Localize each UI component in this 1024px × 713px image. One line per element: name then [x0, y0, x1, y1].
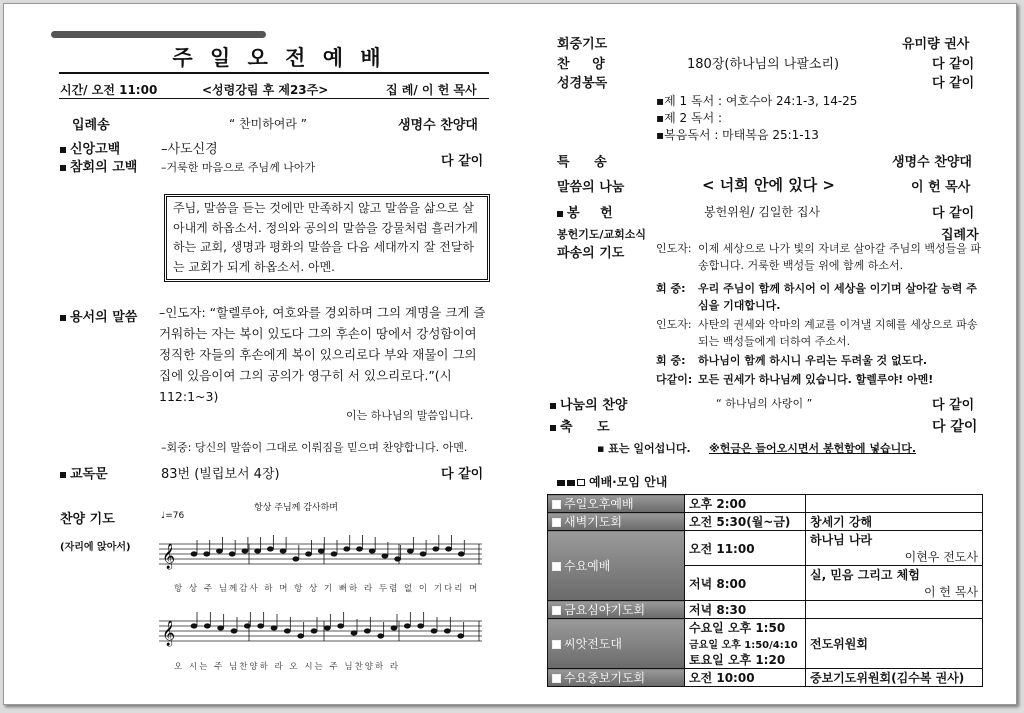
- music-note: [318, 549, 324, 553]
- music-note: [267, 547, 273, 551]
- music-note: [231, 629, 237, 633]
- sending-response-who-3: 인도자:: [656, 318, 692, 331]
- assurance-label-text: 용서의 말씀: [70, 310, 138, 325]
- music-note: [229, 552, 235, 556]
- sermon-by: 이 헌 목사: [911, 180, 971, 195]
- schedule-name: 수요예배: [548, 531, 685, 601]
- footnote-stand: ▪ 표는 일어섭니다.: [597, 442, 691, 455]
- schedule-time: 저녁 8:30: [685, 601, 806, 619]
- schedule-note: 전도위원회: [806, 619, 983, 669]
- stand-marker-icon: [60, 165, 66, 171]
- music-note: [293, 557, 299, 561]
- sharing-song-label: [550, 394, 627, 413]
- stand-marker-icon: [550, 425, 556, 431]
- music-note: [407, 549, 413, 553]
- music-note: [244, 624, 250, 628]
- schedule-time: 저녁 8:00: [685, 566, 806, 601]
- sharing-song-label-text: 나눔의 찬양: [560, 398, 628, 413]
- offering-label-text: 봉 헌: [567, 206, 613, 221]
- music-lyrics-2: 오 시는 주 님찬양하 라 오 시는 주 님찬양하 라: [174, 662, 401, 672]
- hymn-label: 찬 양: [557, 57, 605, 72]
- table-row: [548, 531, 983, 566]
- music-note: [433, 547, 439, 551]
- creed-value: –사도신경: [161, 142, 218, 157]
- offering-prayer-label: 봉헌기도/교회소식: [557, 228, 647, 241]
- sending-response-who-2: 회 중:: [656, 282, 686, 295]
- schedule-note: 중보기도위원회(김수복 권사): [806, 669, 983, 687]
- music-note: [356, 547, 362, 551]
- benediction-label-text: 축 도: [560, 420, 610, 435]
- responsive-reading-value: 83번 (빌립보서 4장): [161, 467, 280, 482]
- offering-committee: 봉헌위원/ 김일한 집사: [704, 205, 821, 219]
- music-note: [191, 624, 197, 628]
- reading-2: ▪제 2 독서 :: [656, 111, 723, 125]
- treble-clef-icon: 𝄞: [162, 621, 176, 646]
- schedule-time: 수요일 오후 1:50 금요일 오후 1:50/4:10 토요일 오후 1:20: [685, 619, 806, 669]
- officiant: 집 례/ 이 헌 목사: [386, 83, 477, 97]
- stand-marker-icon: [60, 472, 66, 478]
- sharing-song-title: “ 하나님의 사랑이 ”: [716, 397, 813, 410]
- congregational-prayer-label: 회중기도: [557, 37, 608, 52]
- schedule-table: [547, 494, 983, 687]
- benediction-by: 다 같이: [932, 419, 978, 435]
- sermon-label: 말씀의 나눔: [557, 180, 625, 195]
- praise-prayer-note: (자리에 앉아서): [60, 542, 131, 553]
- music-note: [431, 629, 437, 633]
- music-note: [420, 552, 426, 556]
- stand-marker-icon: [557, 211, 563, 217]
- divider: [59, 72, 489, 74]
- schedule-name: 수요중보기도회: [548, 669, 685, 687]
- confession-value: –거룩한 마음으로 주님께 나아가: [161, 161, 316, 174]
- schedule-heading: [557, 473, 667, 490]
- music-note: [258, 624, 264, 628]
- music-note: [242, 549, 248, 553]
- music-tempo: ♩=76: [161, 511, 185, 521]
- reading-3: ▪복음독서 : 마태복음 25:1-13: [656, 128, 819, 142]
- offering-label: [557, 202, 613, 221]
- table-row: [548, 495, 983, 513]
- schedule-name: 주일오후예배: [548, 495, 685, 513]
- music-note: [404, 624, 410, 628]
- confession-label: [60, 156, 137, 175]
- schedule-note: 실, 믿음 그리고 체험 이 헌 목사: [806, 566, 983, 601]
- music-note: [218, 626, 224, 630]
- sending-response-text-1: 이제 세상으로 나가 빛의 자녀로 살아갈 주님의 백성들을 파송합니다. 거룩한 백성들 위에 함께 하소서.: [698, 242, 981, 272]
- sending-response-text-4: 하나님이 함께 하시니 우리는 두려울 것 없도다.: [698, 354, 928, 367]
- hymn-title: 180장(하나님의 나팔소리): [687, 57, 840, 72]
- responsive-reading-label-text: 교독문: [70, 467, 108, 482]
- sending-response-text-3: 사탄의 권세와 악마의 계교를 이겨낼 지혜를 세상으로 파송되는 백성들에게 더하여 주소서.: [698, 318, 978, 348]
- assurance-closing: 이는 하나님의 말씀입니다.: [346, 409, 474, 422]
- music-note: [378, 634, 384, 638]
- table-row: [548, 601, 983, 619]
- service-time: 시간/ 오전 11:00: [60, 83, 158, 97]
- creed-label: [60, 138, 120, 157]
- music-note: [369, 549, 375, 553]
- music-note: [298, 634, 304, 638]
- congregational-prayer-by: 유미량 권사: [902, 37, 970, 52]
- table-row: [548, 513, 983, 531]
- responsive-reading-by: 다 같이: [441, 467, 484, 482]
- footnote-offering: ※헌금은 들어오시면서 봉헌함에 넣습니다.: [709, 442, 917, 455]
- page-title: 주 일 오 전 예 배: [172, 46, 386, 70]
- sending-response-text-5: 모든 권세가 하나님께 있습니다. 할렐루야! 아멘!: [698, 373, 934, 386]
- bulletin-page: [3, 3, 1017, 705]
- table-row: [548, 619, 983, 669]
- confession-by: 다 같이: [441, 154, 484, 169]
- sending-response-text-2: 우리 주님이 함께 하시어 이 세상을 이기며 살아갈 능력 주심을 기대합니다.: [698, 282, 977, 312]
- scripture-by: 다 같이: [932, 76, 975, 91]
- assurance-text: –인도자: “할렐루야, 여호와를 경외하며 그의 계명을 크게 즐거워하는 자는 복이 있도다 그의 후손이 땅에서 강성함이여 정직한 자들의 후손에게 복이 있으리로다 부와 재물이 그의 집에 있음이여 그의 공의가 영구히 서 있으리로다.”(시 112:1~3): [159, 305, 486, 404]
- music-note: [191, 552, 197, 556]
- treble-clef-icon: 𝄞: [162, 544, 176, 569]
- opening-song-label: 입례송: [72, 118, 110, 133]
- offering-by: 다 같이: [932, 206, 975, 221]
- decorative-bar: [51, 31, 266, 38]
- offering-prayer-by: 집례자: [941, 228, 979, 243]
- schedule-time: 오전 11:00: [685, 531, 806, 566]
- schedule-note: [806, 495, 983, 513]
- opening-song-by: 생명수 찬양대: [398, 118, 478, 133]
- sending-response-who-5: 다같이:: [656, 373, 693, 386]
- music-note: [458, 634, 464, 638]
- music-note: [446, 547, 452, 551]
- special-song-by: 생명수 찬양대: [892, 155, 972, 170]
- music-note: [331, 552, 337, 556]
- music-note: [280, 549, 286, 553]
- benediction-label: [550, 416, 610, 435]
- schedule-time: 오전 5:30(월~금): [685, 513, 806, 531]
- divider: [59, 98, 489, 99]
- stand-marker-icon: [60, 147, 66, 153]
- music-note: [306, 552, 312, 556]
- music-note: [204, 552, 210, 556]
- music-note: [391, 626, 397, 630]
- reading-1: ▪제 1 독서 : 여호수아 24:1-3, 14-25: [656, 94, 858, 108]
- schedule-note: [806, 601, 983, 619]
- special-song-label: 특 송: [557, 155, 607, 170]
- sending-prayer-label: 파송의 기도: [557, 246, 625, 261]
- table-row: [548, 669, 983, 687]
- music-note: [311, 629, 317, 633]
- schedule-name: 금요심야기도회: [548, 601, 685, 619]
- music-note: [351, 631, 357, 635]
- scripture-label: 성경봉독: [557, 76, 608, 91]
- music-note: [395, 557, 401, 561]
- music-note: [204, 624, 210, 628]
- music-note: [444, 629, 450, 633]
- music-note: [284, 629, 290, 633]
- confession-prayer-box: 주님, 말씀을 듣는 것에만 만족하지 않고 말씀을 삶으로 살아내게 하옵소서. 정의와 공의의 말씀을 강물처럼 흘러가게 하는 교회, 생명과 평화의 말씀을 다음 세대까지 잘 전달하는 교회가 되게 하옵소서. 아멘.: [164, 194, 490, 282]
- creed-label-text: 신앙고백: [70, 142, 121, 157]
- music-note: [255, 549, 261, 553]
- assurance-label: [60, 306, 137, 325]
- responsive-reading-label: [60, 463, 108, 482]
- sharing-song-by: 다 같이: [932, 398, 975, 413]
- music-note: [382, 554, 388, 558]
- schedule-time: 오후 2:00: [685, 495, 806, 513]
- music-note: [324, 626, 330, 630]
- schedule-title: 예배·모임 안내: [589, 475, 668, 489]
- schedule-name: 씨앗전도대: [548, 619, 685, 669]
- confession-label-text: 참회의 고백: [70, 160, 138, 175]
- music-note: [418, 624, 424, 628]
- music-note: [364, 629, 370, 633]
- music-note: [344, 547, 350, 551]
- music-title: 항상 주님께 감사하며: [254, 503, 338, 513]
- assurance-response: –회중: 당신의 말씀이 그대로 이뤄짐을 믿으며 찬양합니다. 아멘.: [161, 441, 468, 454]
- music-note: [271, 626, 277, 630]
- schedule-note: 하나님 나라 이현우 전도사: [806, 531, 983, 566]
- schedule-name: 새벽기도회: [548, 513, 685, 531]
- hymn-by: 다 같이: [932, 57, 975, 72]
- sermon-title: < 너희 안에 있다 >: [702, 176, 835, 194]
- music-note: [458, 552, 464, 556]
- sending-response-who-1: 인도자:: [656, 242, 692, 255]
- schedule-time: 오전 10:00: [685, 669, 806, 687]
- opening-song-title: “ 찬미하여라 ”: [229, 117, 308, 131]
- music-note: [338, 624, 344, 628]
- schedule-note: 창세기 강해: [806, 513, 983, 531]
- music-lyrics-1: 항 상 주 님께감사 하 며 항 상 기 뻐하 라 두렴 없 이 기다리 며: [174, 584, 480, 594]
- music-note: [216, 549, 222, 553]
- sending-response-who-4: 회 중:: [656, 354, 686, 367]
- stand-marker-icon: [60, 315, 66, 321]
- stand-marker-icon: [550, 403, 556, 409]
- sheet-music: [154, 514, 484, 679]
- liturgical-season: <성령강림 후 제23주>: [202, 83, 329, 97]
- praise-prayer-label: 찬양 기도: [60, 512, 115, 527]
